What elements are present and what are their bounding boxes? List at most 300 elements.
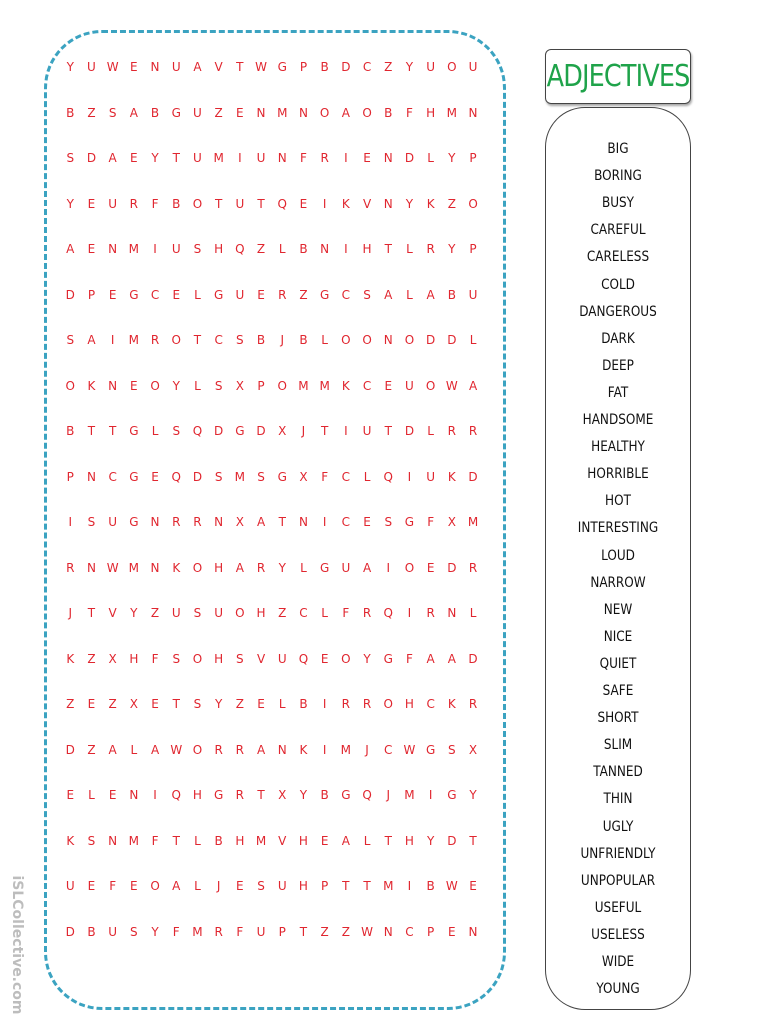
grid-letter: D (214, 424, 224, 438)
grid-letter: Q (298, 651, 309, 666)
word-list-item: NEW (603, 601, 633, 618)
grid-letter: S (448, 742, 457, 757)
grid-letter: Y (214, 697, 223, 711)
grid-letter: N (150, 60, 161, 74)
grid-letter: I (407, 879, 412, 893)
grid-row (56, 408, 496, 454)
grid-row (56, 681, 496, 727)
word-list-item: BORING (594, 168, 642, 185)
grid-letter: I (322, 196, 327, 211)
grid-letter: P (87, 287, 96, 302)
grid-letter: A (256, 742, 266, 757)
grid-letter: D (341, 60, 351, 74)
grid-letter: R (214, 924, 224, 939)
grid-letter: W (106, 560, 120, 575)
word-list-item: WIDE (601, 954, 635, 970)
grid-letter: A (235, 560, 245, 575)
grid-letter: O (404, 333, 415, 347)
grid-letter: Y (278, 560, 287, 575)
grid-letter: E (320, 651, 329, 666)
grid-letter: I (407, 469, 412, 484)
grid-letter: H (404, 833, 415, 848)
grid-letter: A (150, 742, 160, 757)
grid-letter: S (87, 833, 96, 848)
grid-letter: N (447, 606, 457, 620)
grid-letter: F (405, 105, 414, 120)
grid-letter: D (447, 833, 457, 848)
grid-row (56, 317, 496, 363)
grid-letter: R (468, 697, 478, 711)
grid-letter: A (384, 287, 393, 302)
grid-letter: F (151, 196, 159, 211)
grid-letter: U (468, 60, 478, 74)
grid-letter: R (320, 151, 330, 165)
watermark-text: iSLCollective.com (9, 875, 25, 1015)
grid-letter: H (362, 242, 373, 256)
grid-letter: L (363, 833, 371, 848)
grid-letter: B (299, 697, 309, 711)
grid-letter: G (341, 788, 351, 802)
grid-letter: L (151, 424, 159, 438)
grid-letter: G (171, 105, 182, 120)
grid-letter: Y (405, 196, 414, 211)
grid-letter: R (468, 560, 478, 575)
grid-letter: H (426, 105, 436, 120)
word-list-item: UNPOPULAR (580, 872, 656, 889)
grid-letter: E (87, 242, 96, 256)
grid-letter: R (468, 424, 478, 438)
grid-letter: D (447, 560, 457, 575)
grid-letter: K (447, 697, 457, 711)
grid-letter: O (171, 333, 182, 347)
grid-letter: T (172, 697, 181, 711)
word-list-item: THIN (603, 791, 633, 808)
grid-letter: R (235, 742, 245, 757)
grid-letter: X (299, 469, 309, 484)
grid-row (56, 636, 496, 682)
grid-letter: M (446, 105, 458, 120)
grid-row (56, 90, 496, 136)
grid-letter: W (445, 879, 459, 893)
grid-letter: X (235, 378, 245, 393)
grid-letter: G (213, 788, 224, 802)
grid-letter: U (87, 60, 97, 74)
word-list-item: UGLY (602, 818, 634, 835)
grid-letter: H (192, 788, 203, 802)
grid-letter: M (277, 105, 288, 120)
grid-letter: R (256, 560, 266, 575)
grid-letter: E (151, 697, 160, 711)
grid-letter: U (426, 469, 436, 484)
word-list-item: DANGEROUS (579, 303, 657, 320)
grid-letter: C (405, 924, 415, 939)
grid-letter: C (362, 60, 372, 74)
grid-letter: J (216, 879, 221, 893)
word-list-item: LOUD (601, 547, 635, 564)
grid-letter: O (192, 196, 203, 211)
grid-letter: K (172, 560, 181, 575)
grid-letter: E (299, 196, 308, 211)
grid-letter: A (108, 151, 118, 165)
grid-letter: Z (66, 697, 75, 711)
grid-letter: L (406, 287, 414, 302)
grid-letter: T (384, 833, 393, 848)
grid-letter: Z (87, 105, 97, 120)
grid-letter: Z (150, 606, 160, 620)
grid-letter: T (363, 879, 372, 893)
grid-letter: Z (341, 924, 351, 939)
grid-letter: F (109, 879, 117, 893)
grid-letter: Q (192, 424, 203, 438)
grid-letter: T (384, 424, 393, 438)
grid-letter: X (447, 515, 457, 529)
grid-letter: N (277, 742, 288, 757)
grid-row (56, 181, 496, 227)
grid-letter: A (172, 879, 181, 893)
grid-row (56, 818, 496, 864)
grid-letter: Q (277, 196, 288, 211)
grid-letter: M (255, 833, 267, 848)
grid-row (56, 454, 496, 500)
grid-letter: A (129, 105, 139, 120)
grid-letter: L (278, 242, 287, 256)
word-list-item: QUIET (599, 655, 637, 672)
word-list-item: CARELESS (586, 249, 650, 266)
grid-letter: S (193, 242, 202, 256)
grid-letter: L (406, 242, 414, 256)
grid-letter: B (87, 924, 97, 939)
grid-letter: K (341, 378, 351, 393)
grid-letter: E (108, 287, 117, 302)
grid-letter: N (150, 515, 161, 529)
grid-letter: F (321, 469, 329, 484)
grid-letter: R (341, 697, 351, 711)
grid-letter: K (447, 469, 457, 484)
grid-letter: E (87, 697, 96, 711)
grid-letter: S (363, 287, 372, 302)
grid-letter: C (341, 287, 351, 302)
grid-row (56, 272, 496, 318)
grid-letter: A (341, 105, 351, 120)
grid-row (56, 590, 496, 636)
grid-letter: L (427, 151, 435, 165)
page-title: ADJECTIVES (546, 59, 690, 94)
grid-letter: O (341, 651, 352, 666)
grid-letter: M (340, 742, 352, 757)
word-list-item: USELESS (591, 926, 645, 943)
grid-letter: D (65, 742, 76, 757)
grid-letter: E (108, 788, 117, 802)
grid-letter: S (66, 151, 75, 165)
grid-letter: O (341, 333, 352, 347)
grid-letter: I (407, 606, 412, 620)
grid-letter: O (65, 378, 76, 393)
grid-letter: I (344, 151, 349, 165)
grid-letter: P (299, 60, 308, 74)
grid-letter: B (214, 833, 224, 848)
grid-letter: N (383, 196, 394, 211)
grid-letter: H (235, 833, 245, 848)
grid-letter: E (363, 515, 372, 529)
grid-letter: X (235, 515, 245, 529)
grid-letter: H (214, 560, 224, 575)
word-list-item: COLD (601, 276, 635, 293)
grid-letter: I (428, 788, 433, 802)
grid-letter: N (108, 833, 118, 848)
grid-letter: B (256, 333, 266, 347)
grid-letter: U (235, 196, 245, 211)
grid-letter: X (108, 651, 118, 666)
grid-letter: F (172, 924, 181, 939)
grid-letter: I (68, 515, 73, 529)
grid-letter: G (404, 515, 415, 529)
grid-letter: N (214, 515, 224, 529)
grid-letter: D (404, 424, 415, 438)
grid-letter: G (277, 469, 288, 484)
grid-letter: M (128, 242, 140, 256)
word-list-item: SLIM (603, 737, 633, 754)
grid-letter: Y (363, 651, 372, 666)
grid-row (56, 727, 496, 773)
grid-letter: O (235, 606, 246, 620)
grid-letter: V (278, 833, 287, 848)
grid-letter: G (319, 287, 330, 302)
grid-row (56, 909, 496, 955)
grid-letter: N (468, 924, 479, 939)
grid-letter: L (194, 287, 202, 302)
grid-letter: U (426, 60, 436, 74)
grid-letter: O (447, 60, 458, 74)
grid-letter: Z (320, 924, 330, 939)
grid-letter: K (299, 742, 308, 757)
grid-letter: K (341, 196, 351, 211)
grid-letter: I (344, 424, 349, 438)
grid-letter: B (447, 287, 457, 302)
grid-letter: S (236, 333, 245, 347)
grid-letter: Z (87, 742, 97, 757)
grid-letter: F (151, 651, 159, 666)
grid-letter: N (86, 469, 97, 484)
word-list-item: INTERESTING (577, 520, 659, 537)
grid-letter: P (321, 879, 329, 893)
grid-letter: H (404, 697, 415, 711)
grid-letter: S (130, 924, 139, 939)
grid-letter: N (150, 560, 161, 575)
grid-letter: S (214, 469, 223, 484)
grid-letter: T (87, 606, 96, 620)
grid-letter: C (341, 469, 351, 484)
grid-letter: U (193, 151, 203, 165)
word-list-item: CAREFUL (590, 222, 646, 239)
grid-letter: L (469, 606, 477, 620)
grid-letter: T (469, 833, 478, 848)
grid-letter: M (234, 469, 246, 484)
grid-letter: Y (151, 151, 160, 165)
grid-letter: N (277, 151, 288, 165)
grid-letter: I (110, 333, 115, 347)
grid-letter: H (129, 651, 139, 666)
grid-letter: L (300, 560, 308, 575)
grid-letter: O (192, 651, 203, 666)
grid-letter: O (362, 105, 373, 120)
grid-letter: T (214, 196, 223, 211)
grid-letter: N (383, 333, 394, 347)
grid-letter: L (130, 742, 138, 757)
grid-letter: E (87, 196, 96, 211)
grid-letter: S (66, 333, 75, 347)
grid-letter: L (88, 788, 96, 802)
grid-letter: A (341, 833, 351, 848)
grid-letter: V (108, 606, 118, 620)
grid-letter: N (256, 105, 267, 120)
grid-letter: D (404, 151, 415, 165)
grid-letter: A (193, 60, 203, 74)
grid-letter: M (128, 833, 140, 848)
grid-letter: Z (384, 60, 393, 74)
grid-letter: R (362, 697, 372, 711)
grid-letter: N (129, 788, 139, 802)
grid-letter: W (106, 60, 120, 74)
grid-letter: S (214, 378, 223, 393)
grid-letter: X (278, 788, 287, 802)
grid-letter: C (214, 333, 224, 347)
word-list-item: HORRIBLE (587, 466, 649, 483)
grid-letter: W (403, 742, 416, 757)
grid-letter: C (341, 515, 351, 529)
grid-letter: S (87, 515, 96, 529)
grid-letter: O (150, 378, 161, 393)
grid-letter: R (129, 196, 139, 211)
grid-letter: Q (362, 788, 373, 802)
grid-letter: O (362, 333, 373, 347)
grid-letter: J (68, 606, 73, 620)
grid-letter: M (467, 515, 479, 529)
grid-letter: P (257, 378, 266, 393)
grid-row (56, 135, 496, 181)
grid-letter: L (194, 833, 202, 848)
grid-letter: G (319, 560, 330, 575)
grid-letter: C (362, 378, 372, 393)
grid-letter: Z (235, 697, 245, 711)
grid-letter: J (280, 333, 285, 347)
grid-letter: Y (172, 378, 181, 393)
grid-letter: T (172, 833, 181, 848)
grid-letter: U (214, 606, 224, 620)
grid-letter: U (108, 515, 118, 529)
grid-letter: O (468, 196, 479, 211)
grid-letter: D (468, 469, 479, 484)
grid-letter: E (87, 879, 96, 893)
grid-letter: R (426, 606, 436, 620)
grid-letter: J (386, 788, 391, 802)
grid-letter: K (66, 651, 75, 666)
grid-letter: Y (151, 924, 160, 939)
grid-letter: U (108, 196, 118, 211)
grid-row (56, 545, 496, 591)
letter-grid (56, 60, 496, 977)
grid-letter: Q (383, 469, 394, 484)
grid-letter: Y (66, 196, 75, 211)
word-list-item: BIG (607, 141, 629, 157)
grid-letter: B (150, 105, 160, 120)
word-list-item: DEEP (602, 357, 634, 374)
grid-letter: B (320, 788, 330, 802)
grid-letter: K (87, 378, 96, 393)
grid-letter: U (277, 879, 288, 893)
grid-letter: Z (108, 697, 118, 711)
word-list-item: NICE (603, 628, 633, 645)
grid-letter: G (383, 651, 394, 666)
grid-letter: D (86, 151, 97, 165)
grid-letter: W (255, 60, 268, 74)
grid-letter: E (384, 378, 393, 393)
grid-letter: R (66, 560, 75, 575)
grid-letter: N (108, 242, 118, 256)
grid-letter: G (129, 424, 139, 438)
grid-letter: G (129, 287, 139, 302)
word-list-item: SAFE (602, 683, 634, 699)
grid-letter: G (425, 742, 436, 757)
grid-letter: N (383, 151, 394, 165)
grid-letter: N (468, 105, 479, 120)
grid-row (56, 44, 496, 90)
grid-letter: L (194, 378, 202, 393)
grid-letter: U (235, 287, 245, 302)
grid-letter: U (171, 606, 182, 620)
grid-letter: U (405, 378, 415, 393)
grid-letter: Y (426, 833, 435, 848)
grid-letter: H (256, 606, 267, 620)
grid-letter: I (322, 515, 327, 529)
grid-letter: L (194, 879, 202, 893)
grid-letter: F (405, 651, 414, 666)
grid-letter: L (363, 469, 371, 484)
grid-letter: V (256, 651, 266, 666)
grid-row (56, 863, 496, 909)
grid-letter: E (363, 151, 372, 165)
grid-letter: M (128, 333, 140, 347)
word-list-item: NARROW (590, 574, 646, 591)
grid-letter: U (193, 105, 203, 120)
grid-letter: K (426, 196, 436, 211)
grid-letter: P (66, 469, 75, 484)
grid-letter: H (214, 242, 224, 256)
grid-letter: A (426, 287, 436, 302)
grid-letter: S (172, 424, 181, 438)
grid-letter: U (468, 287, 478, 302)
grid-letter: D (65, 287, 76, 302)
grid-letter: N (108, 378, 118, 393)
grid-letter: X (468, 742, 478, 757)
grid-letter: Z (87, 651, 97, 666)
grid-letter: T (236, 60, 245, 74)
grid-letter: Y (448, 242, 457, 256)
grid-letter: E (236, 105, 245, 120)
grid-letter: I (238, 151, 243, 165)
grid-letter: D (65, 924, 76, 939)
grid-letter: T (320, 424, 329, 438)
grid-letter: E (130, 60, 139, 74)
grid-letter: Q (383, 606, 394, 620)
grid-letter: G (129, 515, 139, 529)
grid-letter: O (319, 105, 330, 120)
grid-letter: T (278, 515, 287, 529)
word-list-item: TANNED (593, 764, 643, 781)
word-list-item: HEALTHY (591, 439, 645, 456)
grid-letter: A (87, 333, 97, 347)
grid-letter: B (426, 879, 436, 893)
grid-letter: N (320, 242, 330, 256)
